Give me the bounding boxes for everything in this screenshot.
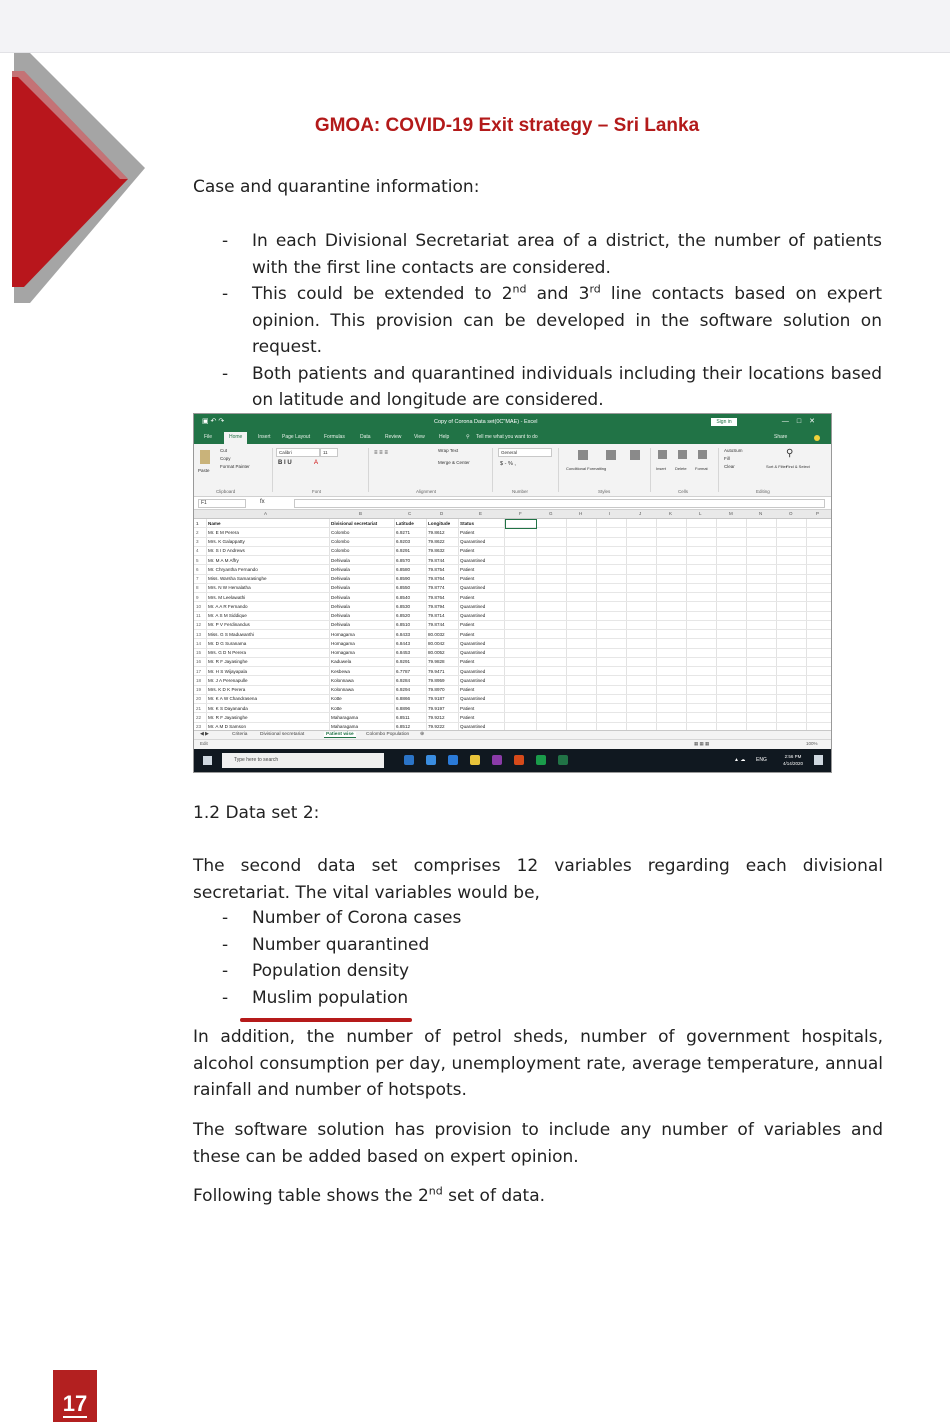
sort-filter-button[interactable]: Sort & Filter — [766, 464, 788, 469]
table-row — [194, 686, 831, 695]
bullet-item: - Number quarantined — [222, 932, 882, 959]
row-number[interactable]: 2 — [196, 529, 199, 535]
tab-view[interactable]: View — [414, 434, 425, 440]
table-cell[interactable]: Mr. R F Jayasinghe — [208, 659, 248, 665]
bullet-item: - Number of Corona cases — [222, 905, 882, 932]
formula-bar — [194, 497, 831, 510]
column-header[interactable]: J — [639, 511, 642, 516]
table-row — [194, 658, 831, 667]
table-row — [194, 602, 831, 611]
table-cell[interactable]: 79.8612 — [428, 529, 445, 535]
table-cell[interactable]: 6.8866 — [396, 696, 411, 702]
row-number[interactable]: 11 — [196, 613, 201, 618]
table-cell[interactable]: 79.8632 — [428, 548, 445, 554]
status-mode: Edit — [200, 741, 208, 746]
table-row — [194, 621, 831, 630]
share-button[interactable]: Share — [774, 434, 788, 440]
additional-variables-paragraph: In addition, the number of petrol sheds, number of government hospitals, alcohol consumption per day, unemployment rate, average temperature, annual rainfall and number of hotspots. — [193, 1027, 883, 1100]
table-cell[interactable]: Miss. Warsha Samarasinghe — [208, 576, 267, 581]
table-cell[interactable]: Dehiwala — [331, 566, 350, 572]
table-row — [194, 556, 831, 565]
store-app-icon[interactable] — [470, 755, 480, 765]
section-heading-case-quarantine: Case and quarantine information: — [193, 177, 480, 197]
group-clipboard: Clipboard — [216, 489, 236, 494]
table-cell[interactable]: Patient — [460, 576, 475, 581]
group-alignment: Alignment — [416, 489, 437, 494]
table-cell[interactable]: 6.8550 — [396, 585, 411, 591]
table-cell[interactable]: 79.9187 — [428, 696, 445, 702]
table-cell[interactable]: Quarantined — [460, 539, 486, 544]
row-number[interactable]: 17 — [196, 668, 202, 674]
table-cell[interactable]: Kolonnawa — [331, 677, 354, 683]
group-number: Number — [512, 489, 529, 494]
group-cells: Cells — [678, 489, 689, 494]
table-cell[interactable]: 6.9271 — [396, 529, 411, 535]
viewer-top-margin — [0, 0, 950, 52]
table-row — [194, 612, 831, 621]
tab-insert[interactable]: Insert — [258, 434, 271, 440]
sheet-tab[interactable]: Colombo Population — [366, 732, 410, 737]
format-button[interactable]: Format — [695, 466, 708, 471]
font-color-icon[interactable]: A — [314, 460, 319, 466]
table-row — [194, 593, 831, 602]
windows-taskbar — [194, 749, 831, 772]
table-cell[interactable]: Patient — [460, 705, 475, 711]
case-info-bullet-list — [222, 228, 882, 414]
row-number[interactable]: 16 — [196, 659, 202, 665]
table-cell[interactable]: Dehiwala — [331, 576, 350, 581]
table-cell[interactable]: Patient — [460, 659, 475, 665]
row-number[interactable]: 9 — [196, 594, 199, 600]
table-cell[interactable]: Homagama — [331, 631, 355, 637]
window-controls-icon[interactable]: —□✕ — [781, 418, 823, 425]
table-cell[interactable]: Mr. Chryantha Fernando — [208, 566, 258, 572]
table-cell[interactable]: 79.8959 — [428, 677, 445, 683]
conditional-formatting-icon[interactable] — [578, 450, 588, 460]
table-row — [194, 667, 831, 676]
table-row — [194, 630, 831, 639]
table-cell[interactable]: Quarantined — [460, 677, 486, 683]
tray-language[interactable]: ENG — [756, 757, 767, 763]
excel-screenshot — [193, 413, 832, 773]
table-cell[interactable]: 79.8714 — [428, 613, 445, 618]
app-icon[interactable] — [514, 755, 524, 765]
table-cell[interactable]: Mrs. N W Hemalatha — [208, 585, 251, 591]
table-cell[interactable]: Mr. M A M Affry — [208, 557, 239, 563]
column-header[interactable]: P — [816, 511, 820, 516]
row-number[interactable]: 20 — [196, 696, 202, 702]
excel-titlebar — [194, 414, 831, 431]
row-number[interactable]: 3 — [196, 539, 199, 544]
table-cell[interactable]: Mrs. K D K Perera — [208, 687, 246, 692]
table-cell[interactable]: 6.8530 — [396, 603, 411, 609]
table-cell[interactable]: Mr. J A Perenapulle — [208, 677, 248, 683]
column-header[interactable]: L — [699, 511, 702, 516]
row-number[interactable]: 7 — [196, 576, 199, 581]
column-header[interactable]: E — [479, 511, 483, 516]
table-cell[interactable]: Patient — [460, 566, 475, 572]
table-cell[interactable]: 79.9828 — [428, 659, 445, 665]
save-icon: ▣ ↶ ↷ — [202, 418, 225, 425]
sheet-tab[interactable]: Divisional secretariat — [260, 732, 305, 737]
header-cell[interactable]: Longitude — [428, 520, 451, 526]
table-cell[interactable]: Mr. A A R Fernando — [208, 603, 248, 609]
sheet-tab[interactable]: Criteria — [232, 732, 248, 737]
spreadsheet-grid[interactable] — [194, 510, 831, 730]
table-cell[interactable]: Quarantined — [460, 696, 486, 702]
table-cell[interactable]: Mr. H S Wijayapala — [208, 668, 248, 674]
table-cell[interactable]: Mr. P V Ferdinandus — [208, 622, 250, 628]
table-row — [194, 695, 831, 704]
table-intro-paragraph: Following table shows the 2nd set of data. — [193, 1184, 546, 1206]
table-cell[interactable]: Miss. G S Maduwanthi — [208, 631, 254, 637]
table-cell[interactable]: Mrs. M Leelawathi — [208, 594, 246, 600]
table-cell[interactable]: Quarantined — [460, 585, 486, 591]
name-box[interactable]: F1 — [198, 499, 246, 508]
variables-bullet-list — [222, 905, 882, 1011]
taskbar-clock[interactable]: 2:56 PM 4/14/2020 — [782, 754, 803, 766]
sign-in-button[interactable]: Sign in — [711, 418, 737, 426]
spreadsheet-rows — [194, 519, 831, 732]
bullet-item: - Muslim population — [222, 985, 882, 1012]
row-number[interactable]: 10 — [196, 603, 202, 609]
currency-percent-icons[interactable]: $ - % , — [500, 461, 516, 467]
table-cell[interactable]: 6.8590 — [396, 576, 411, 581]
group-editing: Editing — [756, 489, 770, 494]
status-bar — [194, 739, 831, 749]
table-row — [194, 538, 831, 547]
row-number[interactable]: 12 — [196, 622, 202, 628]
group-font: Font — [312, 489, 322, 494]
table-cell[interactable]: 79.8774 — [428, 585, 445, 591]
table-cell[interactable]: Patient — [460, 622, 475, 628]
column-header[interactable]: M — [729, 511, 733, 516]
table-header-row: 1 Name Divisional secretariat Latitude Longitude Status — [194, 519, 831, 528]
table-cell[interactable]: Mr. K S Dayananda — [208, 705, 248, 711]
table-cell[interactable]: Maharagama — [331, 714, 359, 720]
autosum-button[interactable]: AutoSum — [724, 448, 743, 453]
table-cell[interactable]: 6.9291 — [396, 548, 411, 554]
ribbon-home — [194, 444, 831, 497]
format-as-table-icon[interactable] — [606, 450, 616, 460]
paste-button[interactable]: Paste — [198, 468, 210, 473]
row-number[interactable]: 14 — [196, 640, 202, 646]
table-cell[interactable]: Dehiwala — [331, 594, 350, 600]
column-header[interactable]: H — [579, 511, 583, 516]
table-row — [194, 547, 831, 556]
edge-app-icon[interactable] — [404, 755, 414, 765]
table-cell[interactable]: 6.8512 — [396, 724, 411, 729]
function-icon[interactable]: fx — [260, 499, 265, 505]
table-cell[interactable]: Homagama — [331, 640, 355, 646]
conditional-formatting-button[interactable]: Conditional Formatting — [566, 466, 607, 471]
windows-start-icon[interactable] — [203, 756, 212, 765]
table-cell[interactable]: Patient — [460, 529, 475, 535]
column-header[interactable]: G — [549, 511, 553, 516]
table-cell[interactable]: Quarantined — [460, 640, 486, 646]
table-cell[interactable]: 79.8744 — [428, 557, 445, 563]
document-page — [0, 52, 950, 1428]
table-cell[interactable]: Dehiwala — [331, 622, 350, 628]
sheet-nav-icon[interactable]: ◀ ▶ — [200, 732, 209, 737]
red-underline-annotation — [240, 1018, 412, 1022]
mail-app-icon[interactable] — [448, 755, 458, 765]
table-cell[interactable]: Colombo — [331, 548, 350, 554]
table-cell[interactable]: 79.8754 — [428, 566, 445, 572]
insert-cells-icon[interactable] — [658, 450, 667, 459]
bullet-item: - Population density — [222, 958, 882, 985]
font-size-select[interactable]: 11 — [320, 448, 338, 457]
tab-file[interactable]: File — [204, 434, 213, 440]
table-cell[interactable]: Mr. A S M Siddique — [208, 613, 247, 618]
row-number[interactable]: 15 — [196, 650, 202, 655]
table-cell[interactable]: Homagama — [331, 650, 355, 655]
format-painter-button[interactable]: Format Painter — [220, 464, 250, 469]
font-name-select[interactable]: Calibri — [276, 448, 320, 457]
column-header[interactable]: I — [609, 511, 611, 516]
table-row — [194, 676, 831, 685]
table-row — [194, 639, 831, 648]
table-cell[interactable]: Colombo — [331, 539, 350, 544]
table-cell[interactable]: 6.8443 — [396, 640, 411, 646]
notification-icon[interactable] — [814, 755, 823, 765]
table-row — [194, 565, 831, 574]
header-cell[interactable]: Status — [460, 520, 475, 526]
insert-button[interactable]: Insert — [656, 466, 667, 471]
row-number[interactable]: 8 — [196, 585, 199, 591]
header-cell[interactable]: Latitude — [396, 520, 414, 526]
ribbon-tab-bar — [194, 431, 831, 444]
table-cell[interactable]: 6.9291 — [396, 659, 411, 665]
table-cell[interactable]: Kesbewa — [331, 668, 350, 674]
delete-button[interactable]: Delete — [675, 466, 687, 471]
delete-cells-icon[interactable] — [678, 450, 687, 459]
row-number[interactable]: 6 — [196, 566, 199, 572]
column-header[interactable]: D — [440, 511, 444, 516]
data-set-2-intro: The second data set comprises 12 variables regarding each divisional secretariat. The vital variables would be, — [193, 856, 883, 903]
format-cells-icon[interactable] — [698, 450, 707, 459]
table-cell[interactable]: 6.9284 — [396, 677, 411, 683]
column-header[interactable]: B — [359, 511, 363, 516]
formula-input[interactable] — [294, 499, 825, 508]
copy-button[interactable]: Copy — [220, 456, 231, 461]
document-title: GMOA: COVID-19 Exit strategy – Sri Lanka — [314, 115, 700, 136]
header-cell[interactable]: Name — [208, 520, 221, 526]
table-row — [194, 713, 831, 722]
table-cell[interactable]: 80.0052 — [428, 650, 445, 655]
lightbulb-icon: ⚲ — [466, 434, 470, 440]
column-header[interactable]: K — [669, 511, 673, 516]
table-cell[interactable]: Mr. K A W Chandrasena — [208, 696, 258, 702]
table-cell[interactable]: Patient — [460, 631, 475, 637]
smiley-icon[interactable] — [814, 435, 820, 441]
row-number[interactable]: 4 — [196, 548, 199, 554]
column-header[interactable]: O — [789, 511, 793, 516]
table-cell[interactable]: Quarantined — [460, 724, 486, 729]
wrap-text-button[interactable]: Wrap Text — [438, 448, 459, 453]
column-header[interactable]: F — [519, 511, 522, 516]
table-cell[interactable]: 79.8764 — [428, 576, 445, 581]
table-cell[interactable]: Colombo — [331, 529, 350, 535]
excel-window-title: Copy of Corona Data set(0C"MAE) - Excel — [434, 419, 538, 425]
zoom-level[interactable]: 100% — [806, 741, 818, 746]
add-sheet-icon[interactable]: ⊕ — [420, 732, 425, 737]
table-row — [194, 704, 831, 713]
table-row — [194, 528, 831, 537]
tab-home[interactable]: Home — [224, 432, 247, 444]
bullet-item: - Both patients and quarantined individuals including their locations based on latitude and longitude are considered. — [222, 361, 882, 414]
table-cell[interactable]: 80.0032 — [428, 631, 445, 637]
table-cell[interactable]: Mr. R F Jayasinghe — [208, 714, 248, 720]
table-cell[interactable]: Mr. A M D Samson — [208, 724, 247, 729]
tab-data[interactable]: Data — [360, 434, 371, 440]
row-number[interactable]: 13 — [196, 631, 202, 637]
table-cell[interactable]: Mrs. G D N Perera — [208, 650, 247, 655]
column-header[interactable]: C — [408, 511, 412, 516]
software-provision-paragraph: The software solution has provision to include any number of variables and these can be added based on expert opinion. — [193, 1120, 883, 1167]
table-cell[interactable]: 6.7787 — [396, 668, 411, 674]
app-icon[interactable] — [536, 755, 546, 765]
group-styles: Styles — [598, 489, 611, 494]
tab-page-layout[interactable]: Page Layout — [282, 434, 311, 440]
table-row — [194, 649, 831, 658]
table-cell[interactable]: Kotte — [331, 696, 342, 702]
fill-button[interactable]: Fill — [724, 456, 730, 461]
row-number[interactable]: 18 — [196, 677, 202, 683]
table-cell[interactable]: 80.0042 — [428, 640, 445, 646]
bullet-item: - This could be extended to 2nd and 3rd line contacts based on expert opinion. This provision can be developed in the software solution on request. — [222, 281, 882, 361]
number-format-select[interactable]: General — [498, 448, 552, 457]
tab-formulas[interactable]: Formulas — [324, 434, 345, 440]
section-heading-data-set-2: 1.2 Data set 2: — [193, 803, 320, 823]
row-number[interactable]: 22 — [196, 714, 202, 720]
table-cell[interactable]: Quarantined — [460, 650, 486, 655]
table-cell[interactable]: 6.9203 — [396, 539, 411, 544]
table-row — [194, 575, 831, 584]
merge-center-button[interactable]: Merge & Center — [438, 460, 470, 465]
table-cell[interactable]: Patient — [460, 687, 475, 692]
app-icon[interactable] — [492, 755, 502, 765]
table-cell[interactable]: 6.8510 — [396, 622, 411, 628]
sheet-tab-active[interactable]: Patient wise — [326, 732, 354, 737]
taskbar-search[interactable]: Type here to search — [222, 753, 384, 768]
table-cell[interactable]: 6.8520 — [396, 613, 411, 618]
table-cell[interactable]: Quarantined — [460, 557, 486, 563]
table-cell[interactable]: 79.8764 — [428, 594, 445, 600]
table-cell[interactable]: 79.9471 — [428, 668, 445, 674]
page-number: 17 — [62, 1391, 88, 1416]
table-cell[interactable]: 79.8622 — [428, 539, 445, 544]
find-search-icon[interactable]: ⚲ — [786, 448, 794, 459]
row-number[interactable]: 21 — [196, 705, 202, 711]
cut-button[interactable]: Cut — [220, 448, 228, 453]
table-cell[interactable]: Kolonnawa — [331, 687, 354, 692]
row-number[interactable]: 23 — [196, 724, 202, 729]
table-cell[interactable]: 6.8511 — [396, 714, 410, 720]
row-number[interactable]: 5 — [196, 557, 199, 563]
tray-icons[interactable]: ▲ ☁ — [734, 757, 746, 763]
table-cell[interactable]: Dehiwala — [331, 613, 350, 618]
table-cell[interactable]: Maharagama — [331, 724, 359, 729]
table-cell[interactable]: Kaduwela — [331, 659, 352, 665]
tab-help[interactable]: Help — [439, 434, 450, 440]
find-select-button[interactable]: Find & Select — [786, 464, 810, 469]
clear-button[interactable]: Clear — [724, 464, 735, 469]
table-cell[interactable]: Kotte — [331, 705, 342, 711]
table-cell[interactable]: Dehiwala — [331, 557, 350, 563]
column-header[interactable]: A — [264, 511, 268, 516]
table-cell[interactable]: Mr. D G Suranama — [208, 640, 247, 646]
table-cell[interactable]: 6.8580 — [396, 566, 411, 572]
table-cell[interactable]: Mr. S I D Andrews — [208, 548, 245, 554]
table-cell[interactable]: Quarantined — [460, 613, 486, 618]
table-cell[interactable]: 79.8744 — [428, 622, 445, 628]
excel-app-icon[interactable] — [558, 755, 568, 765]
corner-chevron-decoration — [0, 53, 160, 313]
table-cell[interactable]: 79.9197 — [428, 705, 445, 711]
table-cell[interactable]: 6.8433 — [396, 631, 411, 637]
column-header[interactable]: N — [759, 511, 763, 516]
table-cell[interactable]: Patient — [460, 548, 475, 554]
selected-cell-F1[interactable] — [505, 519, 537, 529]
bullet-item: - In each Divisional Secretariat area of a district, the number of patients with the first line contacts are considered. — [222, 228, 882, 281]
tab-review[interactable]: Review — [385, 434, 402, 440]
explorer-app-icon[interactable] — [426, 755, 436, 765]
table-cell[interactable]: Quarantined — [460, 668, 486, 674]
tell-me-search[interactable]: Tell me what you want to do — [476, 434, 538, 440]
page-number-badge — [53, 1370, 97, 1422]
table-cell[interactable]: 79.9212 — [428, 714, 445, 720]
table-cell[interactable]: 6.9294 — [396, 687, 411, 692]
table-cell[interactable]: 6.8570 — [396, 557, 411, 563]
table-row — [194, 584, 831, 593]
table-cell[interactable]: 79.8970 — [428, 687, 445, 692]
table-cell[interactable]: 79.8794 — [428, 603, 445, 609]
table-cell[interactable]: 6.8453 — [396, 650, 411, 655]
row-number[interactable]: 19 — [196, 687, 202, 692]
table-cell[interactable]: 6.8540 — [396, 594, 411, 600]
table-cell[interactable]: Mrs. K Galappatty — [208, 539, 245, 544]
cell-styles-icon[interactable] — [630, 450, 640, 460]
paste-icon[interactable] — [200, 450, 210, 464]
bold-italic-underline-icon[interactable]: B I U — [278, 460, 292, 466]
align-icons[interactable]: ≡ ≡ ≡ — [374, 450, 388, 456]
table-cell[interactable]: Quarantined — [460, 603, 486, 609]
table-cell[interactable]: 6.8896 — [396, 705, 411, 711]
table-cell[interactable]: Dehiwala — [331, 585, 350, 591]
table-cell[interactable]: 79.9222 — [428, 724, 445, 729]
header-cell[interactable]: Divisional secretariat — [331, 520, 378, 526]
table-cell[interactable]: Dehiwala — [331, 603, 350, 609]
table-cell[interactable]: Mr. E M Perera — [208, 529, 239, 535]
table-cell[interactable]: Patient — [460, 714, 475, 720]
table-cell[interactable]: Patient — [460, 594, 475, 600]
view-mode-icons[interactable]: ▦ ▦ ▦ — [694, 741, 710, 746]
